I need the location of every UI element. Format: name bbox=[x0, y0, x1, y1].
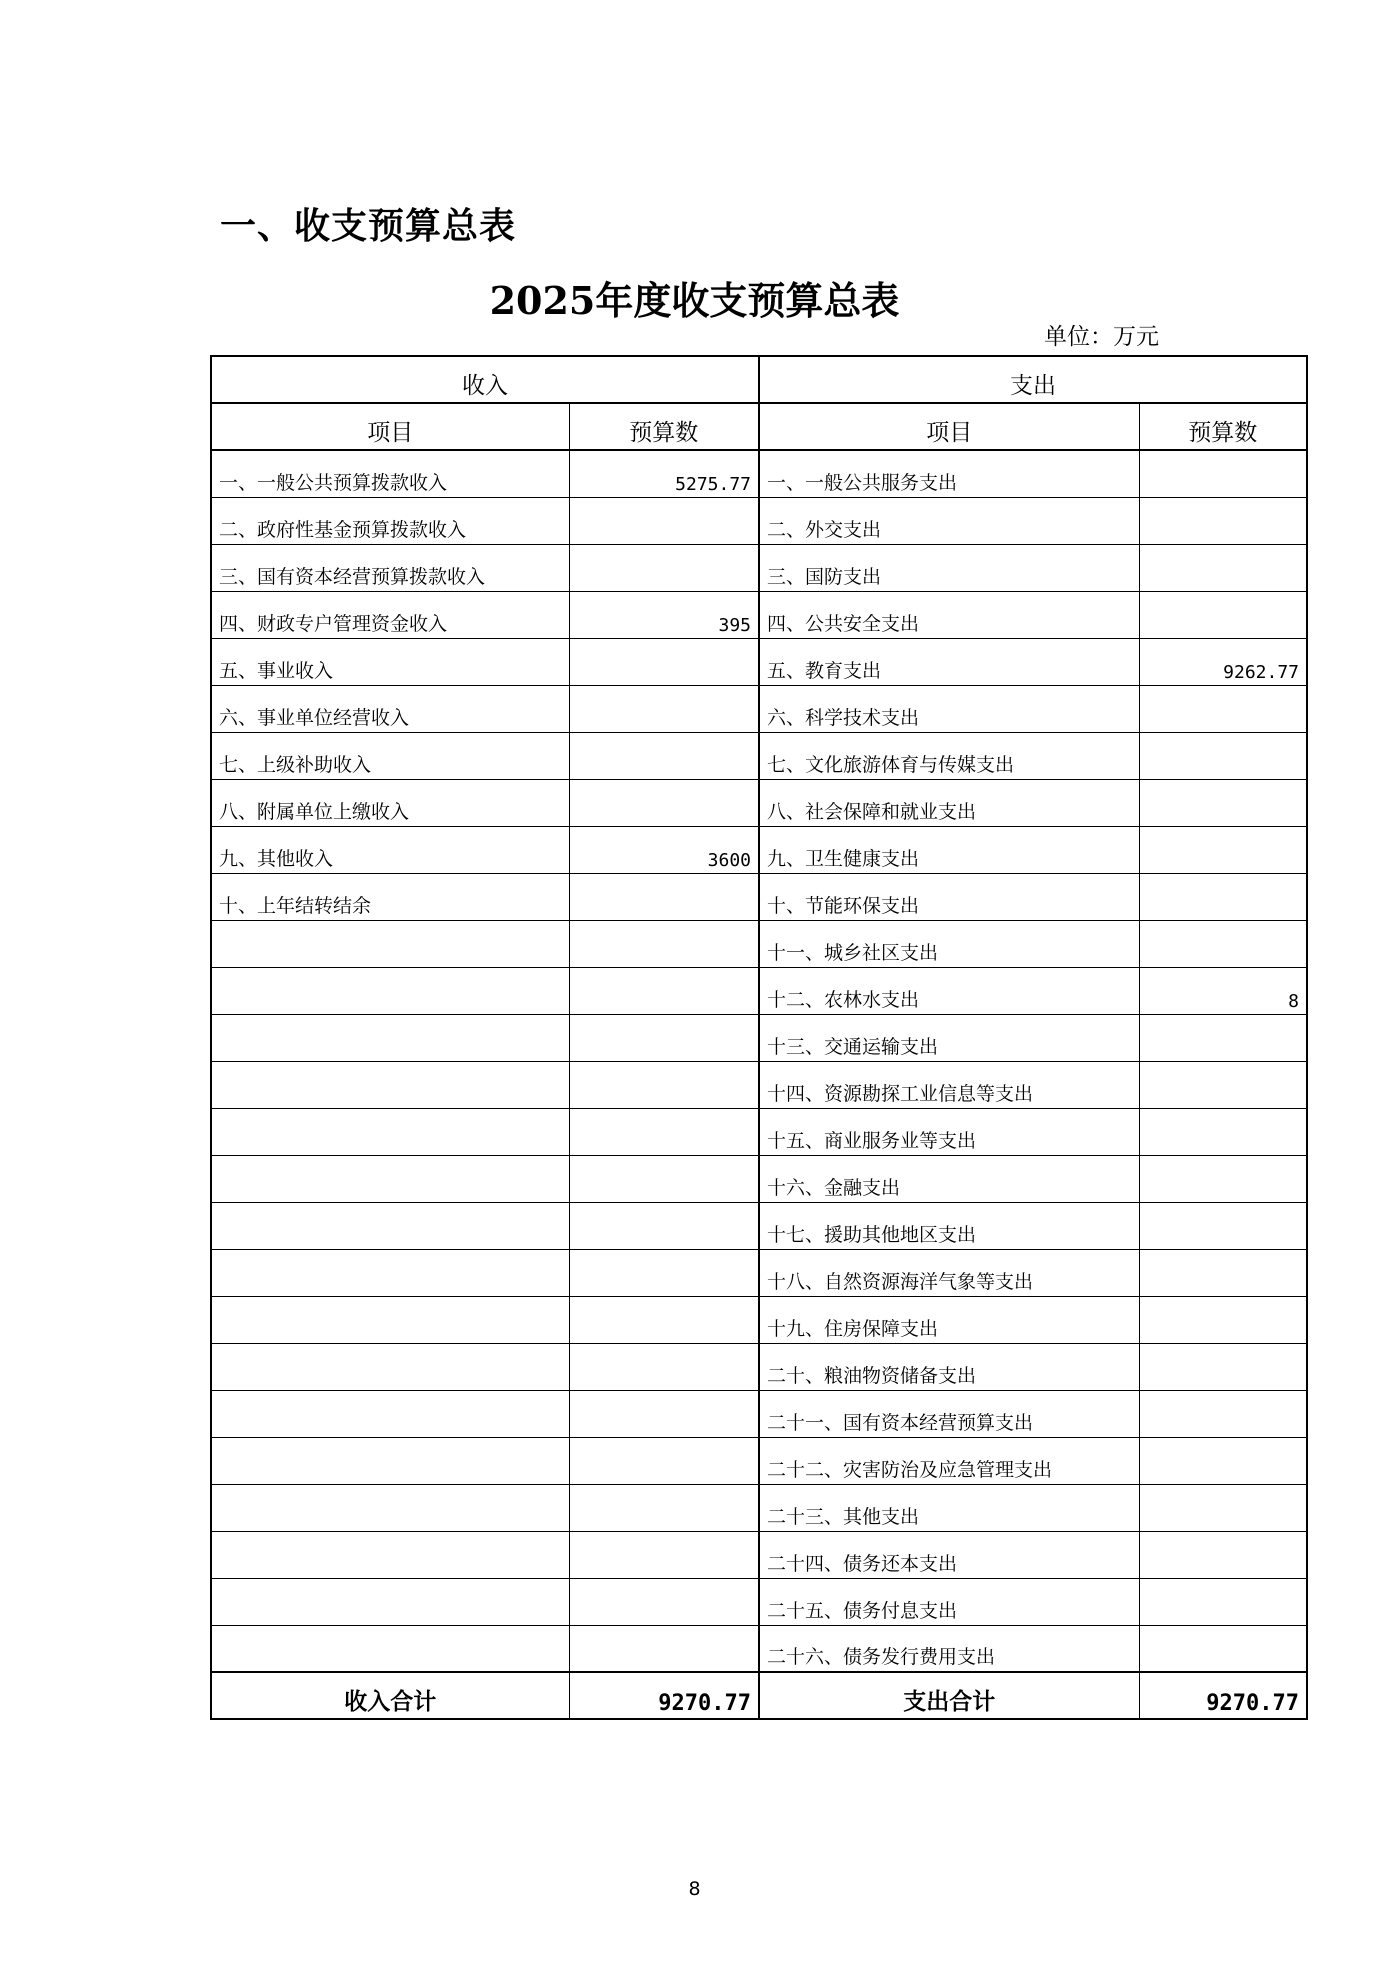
income-item-cell bbox=[211, 1578, 569, 1625]
expense-amount-cell bbox=[1139, 1202, 1307, 1249]
expense-amount-cell bbox=[1139, 591, 1307, 638]
expense-total-amount: 9270.77 bbox=[1139, 1672, 1307, 1719]
income-amount-cell bbox=[569, 1343, 759, 1390]
expense-item-cell: 二十三、其他支出 bbox=[759, 1484, 1139, 1531]
income-item-cell bbox=[211, 1014, 569, 1061]
expense-item-cell: 一、一般公共服务支出 bbox=[759, 450, 1139, 497]
expense-total-label: 支出合计 bbox=[759, 1672, 1139, 1719]
income-item-cell: 二、政府性基金预算拨款收入 bbox=[211, 497, 569, 544]
income-amount-cell: 395 bbox=[569, 591, 759, 638]
table-row bbox=[211, 1155, 1307, 1202]
income-amount-cell bbox=[569, 1014, 759, 1061]
income-item-cell bbox=[211, 1531, 569, 1578]
expense-amount-cell bbox=[1139, 1249, 1307, 1296]
income-group-header: 收入 bbox=[211, 356, 759, 403]
income-amount-cell bbox=[569, 920, 759, 967]
column-header-row bbox=[211, 403, 1307, 450]
income-item-cell: 六、事业单位经营收入 bbox=[211, 685, 569, 732]
income-amount-cell bbox=[569, 1531, 759, 1578]
income-amount-cell bbox=[569, 779, 759, 826]
expense-amount-cell bbox=[1139, 1014, 1307, 1061]
income-item-cell bbox=[211, 1437, 569, 1484]
expense-item-cell: 二十、粮油物资储备支出 bbox=[759, 1343, 1139, 1390]
table-row bbox=[211, 638, 1307, 685]
income-item-cell bbox=[211, 1343, 569, 1390]
expense-item-cell: 二十一、国有资本经营预算支出 bbox=[759, 1390, 1139, 1437]
budget-table-body bbox=[211, 450, 1307, 1719]
income-item-cell bbox=[211, 1625, 569, 1672]
income-item-cell bbox=[211, 1155, 569, 1202]
income-amount-cell bbox=[569, 1202, 759, 1249]
income-amount-column-header: 预算数 bbox=[569, 403, 759, 450]
expense-item-cell: 六、科学技术支出 bbox=[759, 685, 1139, 732]
table-row bbox=[211, 591, 1307, 638]
table-row bbox=[211, 685, 1307, 732]
expense-amount-cell bbox=[1139, 826, 1307, 873]
income-amount-cell: 3600 bbox=[569, 826, 759, 873]
unit-label: 单位：万元 bbox=[1044, 324, 1159, 350]
table-row bbox=[211, 826, 1307, 873]
income-amount-cell bbox=[569, 1390, 759, 1437]
table-row bbox=[211, 1108, 1307, 1155]
expense-amount-cell bbox=[1139, 1578, 1307, 1625]
expense-amount-cell bbox=[1139, 544, 1307, 591]
income-amount-cell bbox=[569, 1155, 759, 1202]
expense-amount-cell bbox=[1139, 450, 1307, 497]
income-amount-cell bbox=[569, 1578, 759, 1625]
expense-amount-cell bbox=[1139, 1296, 1307, 1343]
income-amount-cell bbox=[569, 1625, 759, 1672]
table-row bbox=[211, 497, 1307, 544]
expense-amount-cell bbox=[1139, 1531, 1307, 1578]
expense-item-cell: 九、卫生健康支出 bbox=[759, 826, 1139, 873]
expense-item-cell: 二十五、债务付息支出 bbox=[759, 1578, 1139, 1625]
table-row bbox=[211, 544, 1307, 591]
expense-amount-cell bbox=[1139, 497, 1307, 544]
expense-amount-cell bbox=[1139, 1343, 1307, 1390]
table-row bbox=[211, 1249, 1307, 1296]
income-amount-cell bbox=[569, 1061, 759, 1108]
income-item-column-header: 项目 bbox=[211, 403, 569, 450]
expense-item-cell: 二十二、灾害防治及应急管理支出 bbox=[759, 1437, 1139, 1484]
expense-amount-cell bbox=[1139, 920, 1307, 967]
table-row bbox=[211, 1296, 1307, 1343]
income-item-cell: 十、上年结转结余 bbox=[211, 873, 569, 920]
income-amount-cell bbox=[569, 497, 759, 544]
table-row bbox=[211, 1014, 1307, 1061]
expense-item-column-header: 项目 bbox=[759, 403, 1139, 450]
expense-item-cell: 五、教育支出 bbox=[759, 638, 1139, 685]
income-item-cell: 七、上级补助收入 bbox=[211, 732, 569, 779]
income-item-cell bbox=[211, 1061, 569, 1108]
income-amount-cell bbox=[569, 1108, 759, 1155]
expense-item-cell: 十六、金融支出 bbox=[759, 1155, 1139, 1202]
expense-amount-cell bbox=[1139, 685, 1307, 732]
expense-amount-cell bbox=[1139, 1155, 1307, 1202]
table-row bbox=[211, 1343, 1307, 1390]
expense-item-cell: 十、节能环保支出 bbox=[759, 873, 1139, 920]
expense-item-cell: 八、社会保障和就业支出 bbox=[759, 779, 1139, 826]
income-amount-cell bbox=[569, 732, 759, 779]
expense-item-cell: 十一、城乡社区支出 bbox=[759, 920, 1139, 967]
income-amount-cell bbox=[569, 544, 759, 591]
expense-amount-cell bbox=[1139, 1390, 1307, 1437]
expense-item-cell: 四、公共安全支出 bbox=[759, 591, 1139, 638]
expense-item-cell: 十八、自然资源海洋气象等支出 bbox=[759, 1249, 1139, 1296]
income-total-amount: 9270.77 bbox=[569, 1672, 759, 1719]
table-row bbox=[211, 779, 1307, 826]
table-row bbox=[211, 1578, 1307, 1625]
table-row bbox=[211, 1531, 1307, 1578]
table-row bbox=[211, 920, 1307, 967]
income-item-cell bbox=[211, 1108, 569, 1155]
income-item-cell: 五、事业收入 bbox=[211, 638, 569, 685]
table-row bbox=[211, 873, 1307, 920]
expense-group-header: 支出 bbox=[759, 356, 1307, 403]
total-row bbox=[211, 1672, 1307, 1719]
table-row bbox=[211, 1202, 1307, 1249]
income-item-cell bbox=[211, 1249, 569, 1296]
income-item-cell: 三、国有资本经营预算拨款收入 bbox=[211, 544, 569, 591]
expense-item-cell: 七、文化旅游体育与传媒支出 bbox=[759, 732, 1139, 779]
expense-item-cell: 二十四、债务还本支出 bbox=[759, 1531, 1139, 1578]
expense-item-cell: 三、国防支出 bbox=[759, 544, 1139, 591]
document-title: 2025年度收支预算总表 bbox=[489, 278, 900, 323]
income-amount-cell: 5275.77 bbox=[569, 450, 759, 497]
table-row bbox=[211, 1625, 1307, 1672]
income-item-cell: 四、财政专户管理资金收入 bbox=[211, 591, 569, 638]
expense-item-cell: 二十六、债务发行费用支出 bbox=[759, 1625, 1139, 1672]
table-row bbox=[211, 1061, 1307, 1108]
expense-amount-cell bbox=[1139, 1437, 1307, 1484]
income-item-cell bbox=[211, 1484, 569, 1531]
table-row bbox=[211, 1484, 1307, 1531]
expense-item-cell: 十五、商业服务业等支出 bbox=[759, 1108, 1139, 1155]
page-number: 8 bbox=[688, 1878, 701, 1900]
income-item-cell bbox=[211, 967, 569, 1014]
expense-amount-cell bbox=[1139, 732, 1307, 779]
income-item-cell bbox=[211, 920, 569, 967]
expense-amount-cell: 8 bbox=[1139, 967, 1307, 1014]
income-item-cell bbox=[211, 1296, 569, 1343]
table-row bbox=[211, 1437, 1307, 1484]
income-item-cell: 八、附属单位上缴收入 bbox=[211, 779, 569, 826]
table-row bbox=[211, 1390, 1307, 1437]
expense-amount-cell bbox=[1139, 1108, 1307, 1155]
expense-item-cell: 十四、资源勘探工业信息等支出 bbox=[759, 1061, 1139, 1108]
income-amount-cell bbox=[569, 1296, 759, 1343]
table-row bbox=[211, 450, 1307, 497]
expense-item-cell: 十七、援助其他地区支出 bbox=[759, 1202, 1139, 1249]
income-total-label: 收入合计 bbox=[211, 1672, 569, 1719]
income-amount-cell bbox=[569, 638, 759, 685]
income-amount-cell bbox=[569, 967, 759, 1014]
expense-amount-cell bbox=[1139, 779, 1307, 826]
income-item-cell: 九、其他收入 bbox=[211, 826, 569, 873]
expense-amount-column-header: 预算数 bbox=[1139, 403, 1307, 450]
expense-amount-cell bbox=[1139, 873, 1307, 920]
expense-amount-cell bbox=[1139, 1061, 1307, 1108]
expense-amount-cell bbox=[1139, 1484, 1307, 1531]
income-amount-cell bbox=[569, 873, 759, 920]
table-row bbox=[211, 732, 1307, 779]
expense-amount-cell: 9262.77 bbox=[1139, 638, 1307, 685]
income-item-cell bbox=[211, 1202, 569, 1249]
expense-item-cell: 十二、农林水支出 bbox=[759, 967, 1139, 1014]
group-header-row bbox=[211, 356, 1307, 403]
income-amount-cell bbox=[569, 1484, 759, 1531]
expense-item-cell: 十三、交通运输支出 bbox=[759, 1014, 1139, 1061]
expense-amount-cell bbox=[1139, 1625, 1307, 1672]
section-heading: 一、收支预算总表 bbox=[220, 206, 517, 247]
income-amount-cell bbox=[569, 1249, 759, 1296]
expense-item-cell: 二、外交支出 bbox=[759, 497, 1139, 544]
income-amount-cell bbox=[569, 1437, 759, 1484]
income-item-cell: 一、一般公共预算拨款收入 bbox=[211, 450, 569, 497]
income-item-cell bbox=[211, 1390, 569, 1437]
table-row bbox=[211, 967, 1307, 1014]
budget-summary-table bbox=[210, 355, 1308, 1720]
expense-item-cell: 十九、住房保障支出 bbox=[759, 1296, 1139, 1343]
income-amount-cell bbox=[569, 685, 759, 732]
